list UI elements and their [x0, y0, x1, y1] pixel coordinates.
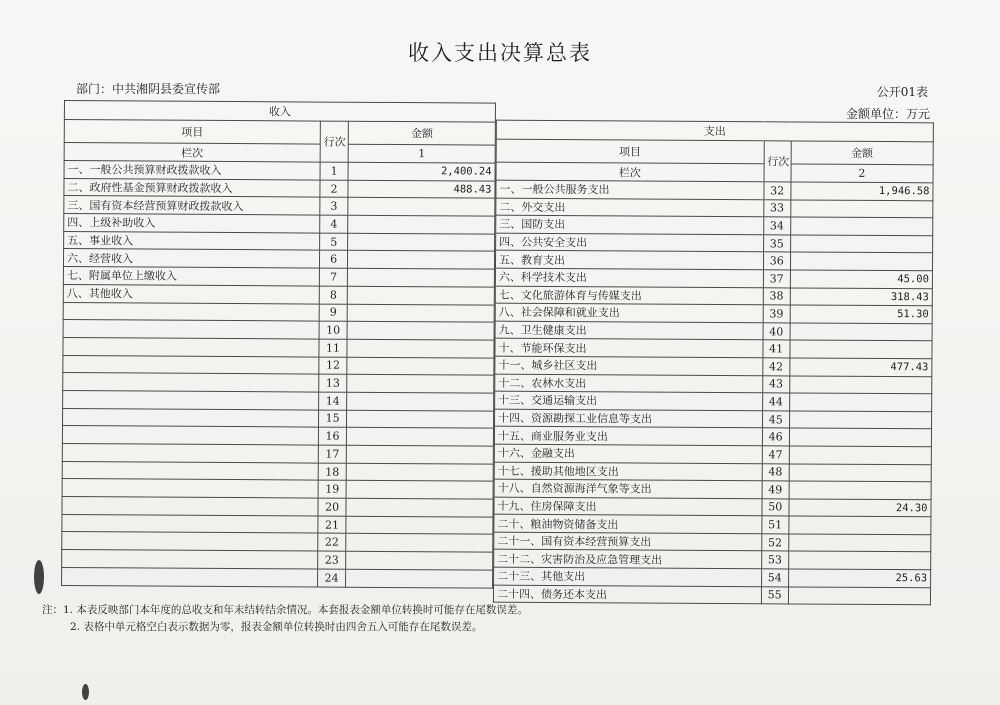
income-row: [62, 567, 493, 587]
form-number: 公开01表: [876, 85, 928, 99]
income-row-amount: [348, 251, 495, 270]
income-row-amount: 488.43: [348, 180, 495, 199]
income-row-item: 七、附属单位上缴收入: [63, 267, 319, 286]
expense-row-amount: 1,946.58: [791, 182, 933, 200]
income-row-item: [63, 302, 319, 321]
income-col-lanci: 栏次: [64, 143, 320, 163]
footnote-1: 注：1. 本表反映部门本年度的总收支和年末结转结余情况。本套报表金额单位转换时可能存在尾数误差。: [42, 604, 528, 616]
income-row-amount: [347, 392, 494, 411]
expense-row-amount: [790, 340, 932, 358]
expense-row-item: 十四、资源勘探工业信息等支出: [495, 409, 763, 428]
expense-row-item: 十八、自然资源海洋气象等支出: [494, 479, 762, 498]
expense-row-item: 二、外交支出: [496, 198, 764, 217]
income-row-rownum: 1: [320, 162, 348, 180]
income-row-rownum: 17: [318, 445, 346, 463]
expense-row: [493, 585, 930, 605]
income-row-item: [62, 514, 318, 533]
income-row-amount: [347, 428, 494, 447]
income-row-item: 八、其他收入: [63, 284, 319, 303]
expense-row-amount: 25.63: [788, 569, 930, 587]
income-header: 收入: [64, 101, 495, 123]
expense-row-item: 二十一、国有资本经营预算支出: [494, 532, 762, 551]
income-row-rownum: 6: [319, 251, 347, 269]
expense-row-rownum: 33: [763, 199, 790, 217]
expense-col-rownum: 行次: [764, 141, 791, 182]
income-row-amount: [348, 215, 495, 234]
income-row-amount: [346, 551, 493, 570]
expense-row-amount: [790, 217, 932, 235]
expense-header: 支出: [496, 120, 933, 142]
expense-row-amount: [789, 428, 931, 446]
income-row-amount: [346, 569, 493, 588]
expense-row-rownum: 34: [763, 217, 790, 235]
income-row-rownum: 20: [318, 498, 346, 516]
expense-col-item: 项目: [496, 139, 764, 164]
expense-row-rownum: 41: [763, 340, 790, 358]
expense-col-amount: 金额: [791, 141, 933, 165]
income-row-item: [63, 373, 319, 392]
income-col-rownum: 行次: [320, 121, 349, 162]
expense-row-rownum: 50: [762, 498, 789, 516]
income-row-amount: [348, 233, 495, 252]
income-row-item: [63, 390, 319, 409]
income-row-amount: [348, 198, 495, 217]
income-row-item: 五、事业收入: [64, 231, 320, 250]
income-row-item: [62, 550, 318, 569]
income-row-item: [62, 479, 318, 498]
expense-row-rownum: 37: [763, 270, 790, 288]
income-col-index: 1: [348, 144, 495, 163]
expense-row-rownum: 48: [762, 463, 789, 481]
expense-col-index: 2: [791, 164, 933, 183]
income-row-item: [63, 355, 319, 374]
amount-unit: 金额单位：万元: [845, 107, 930, 121]
income-row-rownum: 18: [318, 463, 346, 481]
expense-row-item: 二十、粮油物资储备支出: [494, 514, 762, 533]
income-row-rownum: 7: [319, 268, 347, 286]
income-row-amount: [347, 410, 494, 429]
expense-row-amount: 477.43: [790, 358, 932, 376]
expense-row-item: 十、节能环保支出: [495, 338, 763, 357]
income-col-amount: 金额: [348, 121, 495, 145]
expense-row-amount: [789, 481, 931, 499]
income-row-amount: [346, 516, 493, 535]
income-row-rownum: 2: [320, 180, 348, 198]
expense-row-item: 十九、住房保障支出: [494, 497, 762, 516]
expense-row-amount: [790, 375, 932, 393]
expense-row-rownum: 32: [764, 182, 791, 200]
income-row-amount: [346, 498, 493, 517]
income-row-rownum: 15: [318, 410, 346, 428]
expense-row-rownum: 44: [762, 393, 789, 411]
income-row-rownum: 5: [320, 233, 348, 251]
expense-row-item: 十二、农林水支出: [495, 374, 763, 393]
expense-row-rownum: 46: [762, 428, 789, 446]
expense-row-rownum: 39: [763, 305, 790, 323]
expense-row-rownum: 47: [762, 446, 789, 464]
income-row-item: [63, 337, 319, 356]
income-row-item: [62, 497, 318, 516]
expense-row-item: 七、文化旅游体育与传媒支出: [495, 286, 763, 305]
expense-row-item: 二十二、灾害防治及应急管理支出: [494, 550, 762, 569]
page-title: 收入支出决算总表: [408, 41, 592, 65]
expense-row-rownum: 38: [763, 287, 790, 305]
expense-row-item: 三、国防支出: [496, 215, 764, 234]
income-row-rownum: 11: [319, 339, 347, 357]
income-row-amount: [347, 357, 494, 376]
income-row-rownum: 19: [318, 480, 346, 498]
expense-row-item: 五、教育支出: [495, 251, 763, 270]
income-row-amount: [348, 268, 495, 287]
expense-row-rownum: 36: [763, 252, 790, 270]
income-row-item: 一、一般公共预算财政拨款收入: [64, 161, 320, 180]
income-row-amount: [346, 463, 493, 482]
expense-row-amount: [789, 446, 931, 464]
income-col-item: 项目: [64, 120, 320, 145]
expense-row-rownum: 43: [762, 375, 789, 393]
expense-row-amount: [789, 393, 931, 411]
expense-row-amount: [789, 411, 931, 429]
expense-row-amount: [791, 200, 933, 218]
expense-row-rownum: 51: [761, 516, 788, 534]
income-row-item: [62, 532, 318, 551]
expense-row-amount: [789, 516, 931, 534]
expense-row-rownum: 52: [761, 534, 788, 552]
expense-row-amount: [788, 551, 930, 569]
footnote-2: 2. 表格中单元格空白表示数据为零，报表金额单位转换时由四舍五入可能存在尾数误差。: [70, 621, 483, 633]
expense-row-rownum: 55: [761, 586, 788, 604]
expense-row-item: 二十三、其他支出: [494, 567, 762, 586]
income-row-item: [62, 426, 318, 445]
scan-blot: [34, 560, 44, 594]
income-row-item: 四、上级补助收入: [64, 214, 320, 233]
expense-row-rownum: 53: [761, 551, 788, 569]
income-row-rownum: 4: [320, 215, 348, 233]
income-row-rownum: 16: [318, 427, 346, 445]
income-row-amount: [346, 534, 493, 553]
income-row-rownum: 22: [318, 533, 346, 551]
income-row-rownum: 24: [317, 569, 345, 587]
income-row-item: 二、政府性基金预算财政拨款收入: [64, 178, 320, 197]
income-row-rownum: 23: [318, 551, 346, 569]
expense-table: [493, 120, 934, 606]
income-row-amount: [348, 286, 495, 305]
expense-row-item: 六、科学技术支出: [495, 268, 763, 287]
expense-row-amount: [790, 235, 932, 253]
income-row-item: [63, 408, 319, 427]
income-row-amount: [347, 339, 494, 358]
expense-row-amount: [789, 463, 931, 481]
income-row-rownum: 21: [318, 516, 346, 534]
expense-row-amount: [788, 587, 930, 605]
expense-row-item: 十三、交通运输支出: [495, 391, 763, 410]
expense-row-item: 十五、商业服务业支出: [494, 426, 762, 445]
expense-row-amount: [790, 252, 932, 270]
expense-row-item: 九、卫生健康支出: [495, 321, 763, 340]
expense-row-item: 十六、金融支出: [494, 444, 762, 463]
expense-row-item: 二十四、债务还本支出: [493, 585, 761, 604]
expense-row-amount: 24.30: [789, 499, 931, 517]
income-row-item: [63, 320, 319, 339]
footnotes: [42, 602, 528, 636]
expense-row-item: 四、公共安全支出: [496, 233, 764, 252]
expense-row-amount: 318.43: [790, 288, 932, 306]
expense-row-amount: 51.30: [790, 305, 932, 323]
expense-row-item: 十一、城乡社区支出: [495, 356, 763, 375]
expense-row-rownum: 35: [763, 235, 790, 253]
expense-row-rownum: 40: [763, 323, 790, 341]
income-table: [61, 100, 496, 588]
expense-row-item: 一、一般公共服务支出: [496, 180, 764, 199]
income-row-item: 三、国有资本经营预算财政拨款收入: [64, 196, 320, 215]
expense-row-rownum: 42: [762, 358, 789, 376]
income-row-rownum: 10: [319, 321, 347, 339]
expense-row-amount: 45.00: [790, 270, 932, 288]
expense-row-amount: [789, 534, 931, 552]
income-row-amount: [347, 304, 494, 323]
income-row-item: [62, 443, 318, 462]
expense-row-rownum: 45: [762, 410, 789, 428]
income-row-rownum: 12: [319, 357, 347, 375]
income-row-amount: [347, 321, 494, 340]
income-row-rownum: 9: [319, 304, 347, 322]
income-row-rownum: 13: [319, 374, 347, 392]
expense-col-lanci: 栏次: [496, 162, 764, 182]
income-row-amount: [346, 481, 493, 500]
income-row-amount: 2,400.24: [348, 162, 495, 181]
summary-sheet: [61, 100, 934, 625]
expense-row-amount: [790, 323, 932, 341]
income-row-rownum: 8: [319, 286, 347, 304]
income-row-item: [62, 567, 318, 586]
expense-row-item: 八、社会保障和就业支出: [495, 303, 763, 322]
scan-blot: [82, 684, 89, 700]
income-row-rownum: 3: [320, 197, 348, 215]
income-row-item: [62, 461, 318, 480]
expense-row-rownum: 49: [762, 481, 789, 499]
income-row-amount: [347, 445, 494, 464]
income-row-item: 六、经营收入: [63, 249, 319, 268]
income-row-amount: [347, 374, 494, 393]
department-label: 部门：中共湘阴县委宣传部: [76, 82, 221, 96]
expense-row-rownum: 54: [761, 569, 788, 587]
expense-row-item: 十七、援助其他地区支出: [494, 462, 762, 481]
income-row-rownum: 14: [319, 392, 347, 410]
